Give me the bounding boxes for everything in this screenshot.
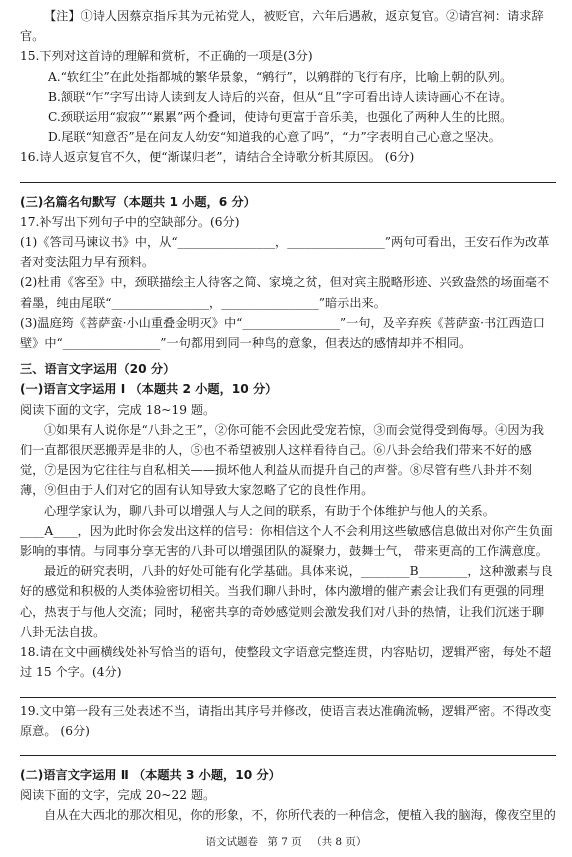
sub2-heading: (二)语言文字运用 Ⅱ （本题共 3 小题，10 分）: [20, 767, 281, 782]
q17-stem: 17.补写出下列句子中的空缺部分。(6分): [20, 214, 240, 229]
section3-heading: (三)名篇名句默写（本题共 1 小题，6 分）: [20, 194, 256, 209]
q17-item-2: (2)杜甫《客至》中，颈联描绘主人待客之简、家境之贫，但对宾主脱略形迹、兴致盎然的场面毫不着墨，纯由尾联“________________，________________”暗示出来。: [20, 275, 550, 310]
footer-subject: 语文试题卷: [205, 836, 259, 848]
footer-page: 第 7 页: [267, 836, 302, 848]
q16-stem: 16.诗人返京复官不久，便“渐谋归老”，请结合全诗歌分析其原因。 (6分): [20, 150, 415, 165]
footer-total: （共 8 页）: [311, 836, 367, 848]
q15-option-a: A.“软红尘”在此处指都城的繁华景象，“鹓行”，以鹓群的飞行有序，比喻上朝的队列。: [48, 69, 513, 84]
sub1-heading: (一)语言文字运用 Ⅰ （本题共 2 小题，10 分）: [20, 382, 278, 397]
q18-answer-line: [20, 697, 556, 698]
q18-stem: 18.请在文中画横线处补写恰当的语句，使整段文字语意完整连贯，内容贴切，逻辑严密，每处不超过 15 个字。(4分): [20, 645, 552, 680]
passage1-para-1: ①如果有人说你是“八卦之王”，②你可能不会因此受宠若惊，③而会觉得受到侮辱。④因为我们一直都很厌恶搬弄是非的人，⑤也不希望被别人这样看待自己。⑥八卦会给我们带来不好的感觉，⑦是因为它往往与自私相关——损坏他人利益从而提升自己的声誉。⑧尽管有些八卦并不刻薄，⑨但由于人们对它的固有认知导致大家忽略了它的良性作用。: [20, 422, 544, 498]
q15-stem: 15.下列对这首诗的理解和赏析，不正确的一项是(3分): [20, 49, 313, 64]
q16-answer-line: [20, 182, 556, 183]
sub2-intro: 阅读下面的文字，完成 20~22 题。: [20, 788, 216, 803]
q17-item-1: (1)《答司马谏议书》中，从“________________，________________”两句可看出，王安石作为改革者对变法阻力早有预料。: [20, 235, 550, 270]
q15-option-c: C.颈联运用“寂寂”“累累”两个叠词，使诗句更富于音乐美，也强化了两种人生的比照。: [48, 110, 513, 125]
q19-answer-line: [20, 755, 556, 756]
sub1-intro: 阅读下面的文字，完成 18~19 题。: [20, 402, 216, 417]
q17-item-3: (3)温庭筠《菩萨蛮·小山重叠金明灭》中“________________”一句，及辛弃疾《菩萨蛮·书江西造口壁》中“________________”一句都用到同一种鸟的意象，但表达的感情却并不相同。: [20, 315, 545, 351]
page-footer: [0, 832, 572, 852]
poem-note: 【注】①诗人因蔡京指斥其为元祐党人，被贬官，六年后遇赦，返京复官。②请宫祠：请求辞官。: [20, 9, 544, 44]
q15-option-b: B.颔联“乍”字写出诗人读到友人诗后的兴奋，但从“且”字可看出诗人读诗画心不在诗。: [48, 89, 513, 104]
part3-heading: 三、语言文字运用（20 分）: [20, 362, 176, 377]
passage1-para-3: 最近的研究表明，八卦的好处可能有化学基础。具体来说，________B________，这种激素与良好的感觉和积极的人类体验密切相关。当我们聊八卦时，体内激增的催产素会让我们有更强的同理心，热衷于与他人交流；同时，秘密共享的奇妙感觉则会激发我们对八卦的热情，让我们沉迷于聊八卦无法自拔。: [20, 564, 553, 639]
passage2-para-1: 自从在大西北的那次相见，你的形象，不，你所代表的一种信念，便植入我的脑海，像夜空里的: [44, 808, 556, 823]
passage1-para-2: 心理学家认为，聊八卦可以增强人与人之间的联系，有助于个体维护与他人的关系。____A____，因为此时你会发出这样的信号：你相信这个人不会利用这些敏感信息做出对你产生负面影响的事情。与同事分享无害的八卦可以增强团队的凝聚力，鼓舞士气， 带来更高的工作满意度。: [20, 503, 553, 559]
q19-stem: 19.文中第一段有三处表述不当，请指出其序号并修改，使语言表达准确流畅，逻辑严密。不得改变原意。 (6分): [20, 703, 552, 738]
q15-option-d: D.尾联“知意否”是在问友人幼安“知道我的心意了吗”，“力”字表明自己心意之坚决。: [48, 130, 501, 145]
